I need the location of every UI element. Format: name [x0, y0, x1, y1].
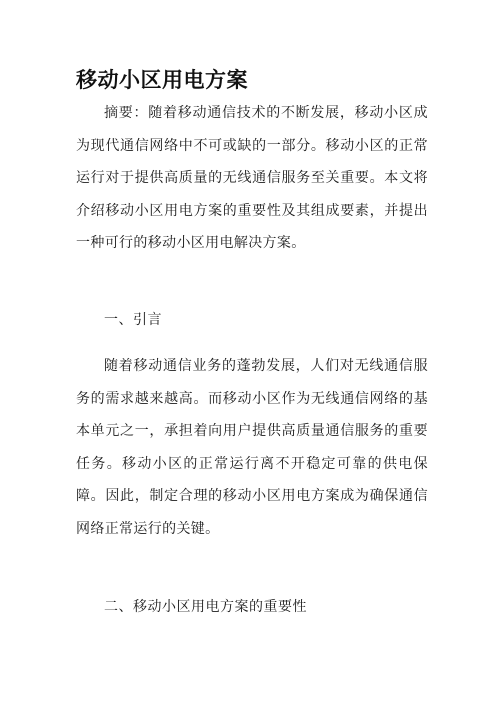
document-title: 移动小区用电方案 [76, 68, 248, 92]
introduction-paragraph: 随着移动通信业务的蓬勃发展，人们对无线通信服务的需求越来越高。而移动小区作为无线通信网络的基本单元之一，承担着向用户提供高质量通信服务的重要任务。移动小区的正常运行离不开稳定可靠的供电保障。因此，制定合理的移动小区用电方案成为确保通信网络正常运行的关键。 [76, 358, 428, 537]
section-heading-introduction: 一、引言 [104, 312, 162, 328]
section-heading-importance: 二、移动小区用电方案的重要性 [104, 599, 307, 615]
abstract-paragraph: 摘要：随着移动通信技术的不断发展，移动小区成为现代通信网络中不可或缺的一部分。移动小区的正常运行对于提供高质量的无线通信服务至关重要。本文将介绍移动小区用电方案的重要性及其组成要素，并提出一种可行的移动小区用电解决方案。 [76, 105, 428, 252]
